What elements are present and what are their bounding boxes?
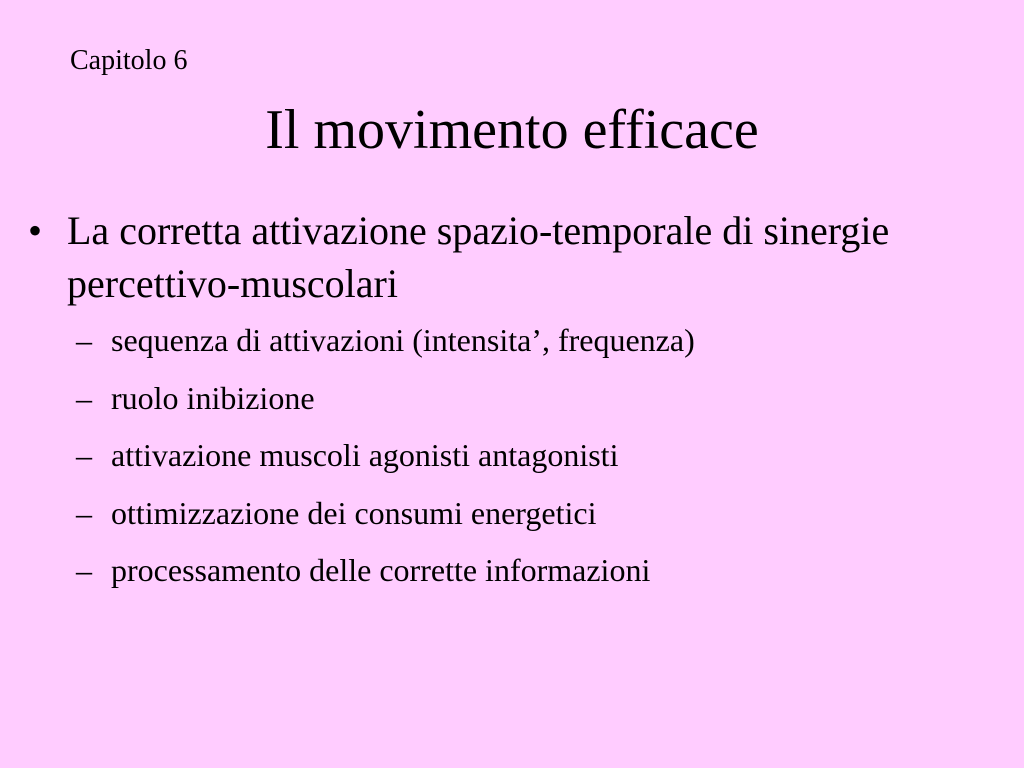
sub-bullet-text: processamento delle corrette informazioni [111,552,651,588]
sub-bullet-item [0,542,1024,600]
sub-bullet-text: ruolo inibizione [111,379,315,416]
sub-bullet-item [0,427,1024,485]
dash-icon: – [76,494,92,531]
bullet-list [0,204,1024,600]
dash-icon: – [76,322,92,358]
sub-bullet-text: attivazione muscoli agonisti antagonisti [111,437,619,473]
sub-bullet-item [0,370,1024,428]
sub-bullet-text: sequenza di attivazioni (intensita’, frequenza) [111,322,695,358]
sub-bullet-list [0,312,1024,600]
bullet-icon: • [28,208,43,253]
chapter-label: Capitolo 6 [70,45,188,76]
sub-bullet-item [0,312,1024,370]
dash-icon: – [76,552,92,588]
slide-title: Il movimento efficace [265,99,759,161]
sub-bullet-text: ottimizzazione dei consumi energetici [111,494,597,531]
dash-icon: – [76,437,92,473]
sub-bullet-item [0,485,1024,543]
bullet-text: La corretta attivazione spazio-temporale di sinergie percettivo-muscolari [67,208,890,306]
bullet-item [0,204,1024,310]
dash-icon: – [76,379,92,416]
